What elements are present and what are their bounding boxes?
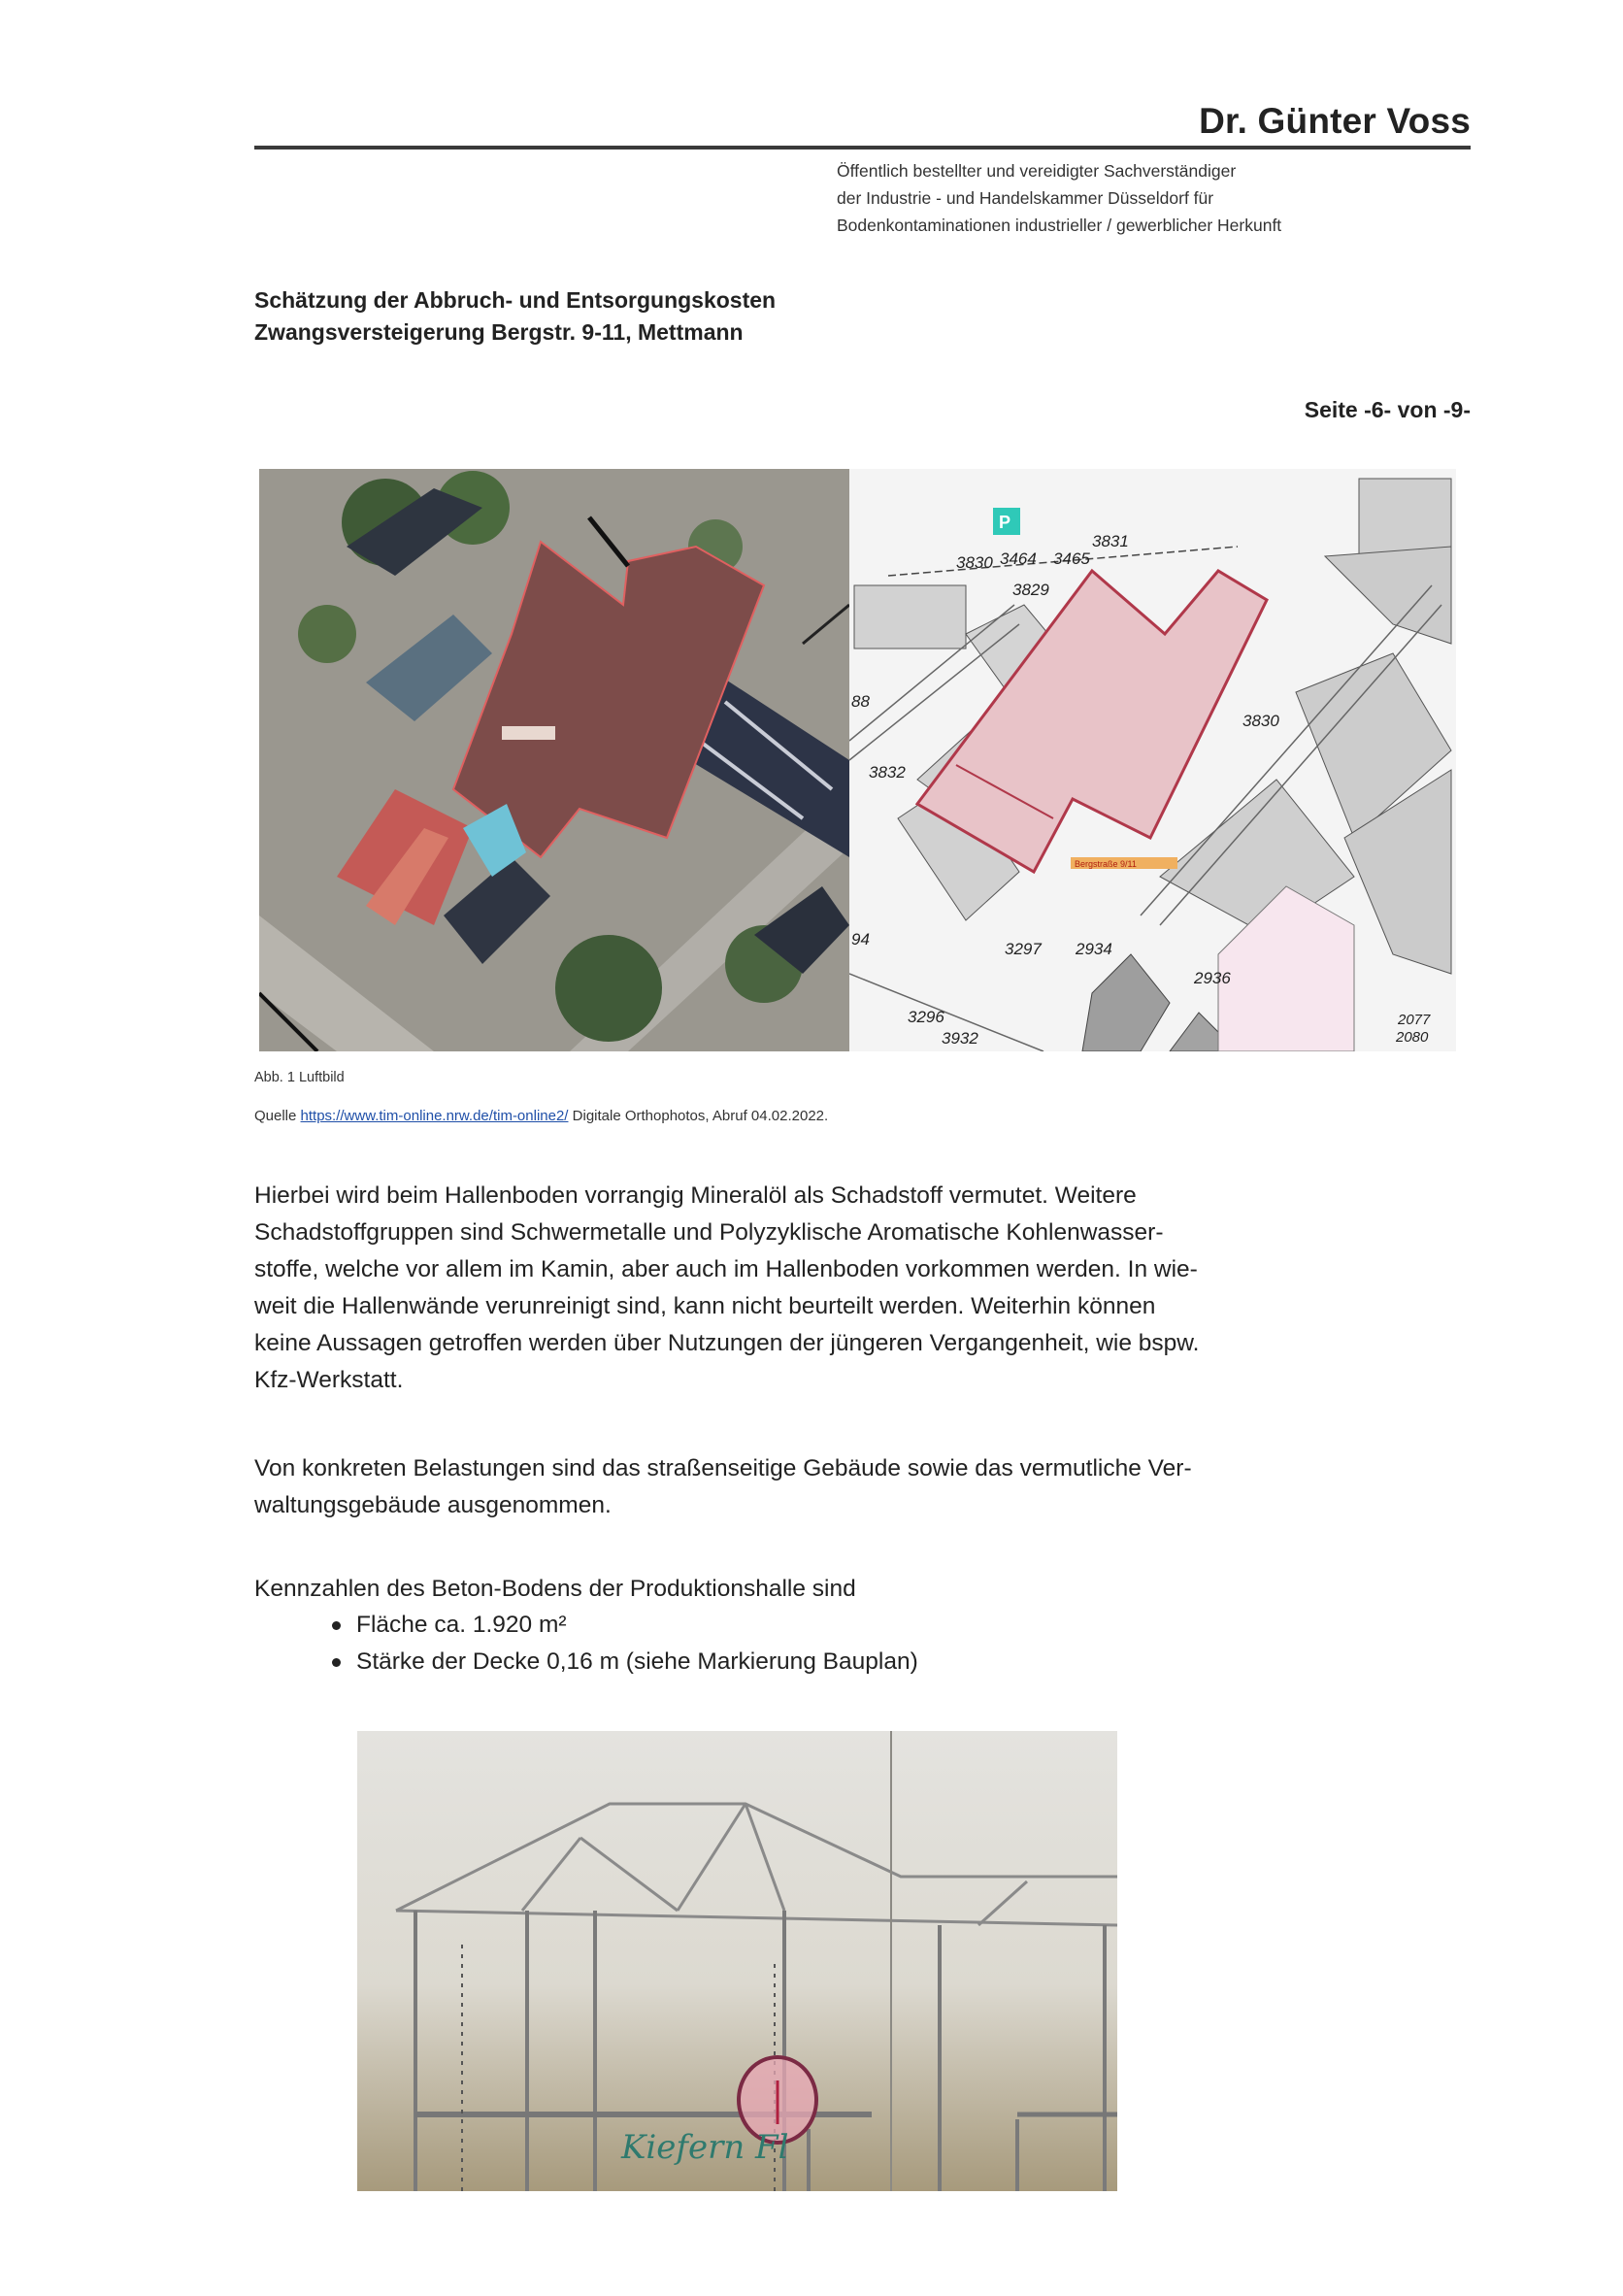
list-intro: Kennzahlen des Beton-Bodens der Produktionshalle sind <box>254 1576 856 1602</box>
key-figures-list <box>254 1607 1419 1680</box>
list-item-text: Fläche ca. 1.920 m² <box>356 1612 567 1638</box>
parcel-label: 3932 <box>942 1029 978 1048</box>
parcel-label: 2080 <box>1396 1029 1429 1046</box>
text-line: stoffe, welche vor allem im Kamin, aber auch im Hallenboden vorkommen werden. In wie- <box>254 1256 1198 1282</box>
parcel-label: 2077 <box>1398 1012 1431 1028</box>
parcel-label: 3830 <box>956 553 993 572</box>
text-line: Kfz-Werkstatt. <box>254 1367 404 1393</box>
list-item <box>254 1607 1419 1644</box>
page-indicator: Seite -6- von -9- <box>1304 397 1471 422</box>
parcel-label: 88 <box>851 692 870 711</box>
text-line: weit die Hallenwände verunreinigt sind, kann nicht beurteilt werden. Weiterhin können <box>254 1293 1156 1319</box>
credentials-line: Öffentlich bestellter und vereidigter Sachverständiger <box>837 161 1237 181</box>
bullet-icon <box>332 1621 341 1630</box>
parcel-label: 2934 <box>1076 940 1112 958</box>
parcel-label: 3465 <box>1053 549 1090 568</box>
text-line: Schadstoffgruppen sind Schwermetalle und Polyzyklische Aromatische Kohlenwasser- <box>254 1219 1164 1246</box>
list-item <box>254 1644 1419 1680</box>
text-line: keine Aussagen getroffen werden über Nutzungen der jüngeren Vergangenheit, wie bspw. <box>254 1330 1200 1356</box>
author-credentials <box>837 157 1477 239</box>
author-name: Dr. Günter Voss <box>1199 101 1471 141</box>
parcel-label: 3464 <box>1000 549 1037 568</box>
parcel-label: 3832 <box>869 763 906 782</box>
bullet-icon <box>332 1658 341 1667</box>
parcel-label: 3829 <box>1012 581 1049 599</box>
building-plan-photo <box>357 1731 1117 2191</box>
text-line: Von konkreten Belastungen sind das straßenseitige Gebäude sowie das vermutliche Ver- <box>254 1455 1192 1481</box>
parcel-label: 3296 <box>908 1008 944 1026</box>
text-line: waltungsgebäude ausgenommen. <box>254 1492 612 1518</box>
credentials-line: Bodenkontaminationen industrieller / gewerblicher Herkunft <box>837 216 1282 235</box>
aerial-photo <box>259 469 849 1051</box>
parcel-label: 94 <box>851 930 870 948</box>
parcel-label: 3831 <box>1092 532 1129 550</box>
credentials-line: der Industrie - und Handelskammer Düsseldorf für <box>837 188 1214 208</box>
cadastre-map <box>849 469 1456 1051</box>
parcel-label: 3830 <box>1242 712 1279 730</box>
paragraph-contaminants <box>254 1178 1468 1399</box>
text-line: Hierbei wird beim Hallenboden vorrangig Mineralöl als Schadstoff vermutet. Weitere <box>254 1182 1137 1209</box>
paragraph-exclusions <box>254 1450 1468 1524</box>
header-rule <box>254 146 1471 150</box>
source-suffix: Digitale Orthophotos, Abruf 04.02.2022. <box>572 1108 829 1124</box>
list-item-text: Stärke der Decke 0,16 m (siehe Markierung Bauplan) <box>356 1648 918 1675</box>
title-line-1: Schätzung der Abbruch- und Entsorgungskosten <box>254 287 777 313</box>
address-highlight-label: Bergstraße 9/11 <box>1075 859 1137 869</box>
parking-symbol: P <box>999 513 1011 532</box>
document-title <box>254 284 776 349</box>
parcel-label: 3297 <box>1005 940 1042 958</box>
parcel-label: 2936 <box>1194 969 1231 987</box>
figure-caption: Abb. 1 Luftbild <box>254 1070 345 1085</box>
handwritten-note: Kiefern Fl <box>621 2128 789 2167</box>
source-prefix: Quelle <box>254 1108 297 1124</box>
title-line-2: Zwangsversteigerung Bergstr. 9-11, Mettmann <box>254 319 744 345</box>
figure-source <box>254 1108 828 1124</box>
source-link[interactable]: https://www.tim-online.nrw.de/tim-online2/ <box>300 1108 569 1124</box>
